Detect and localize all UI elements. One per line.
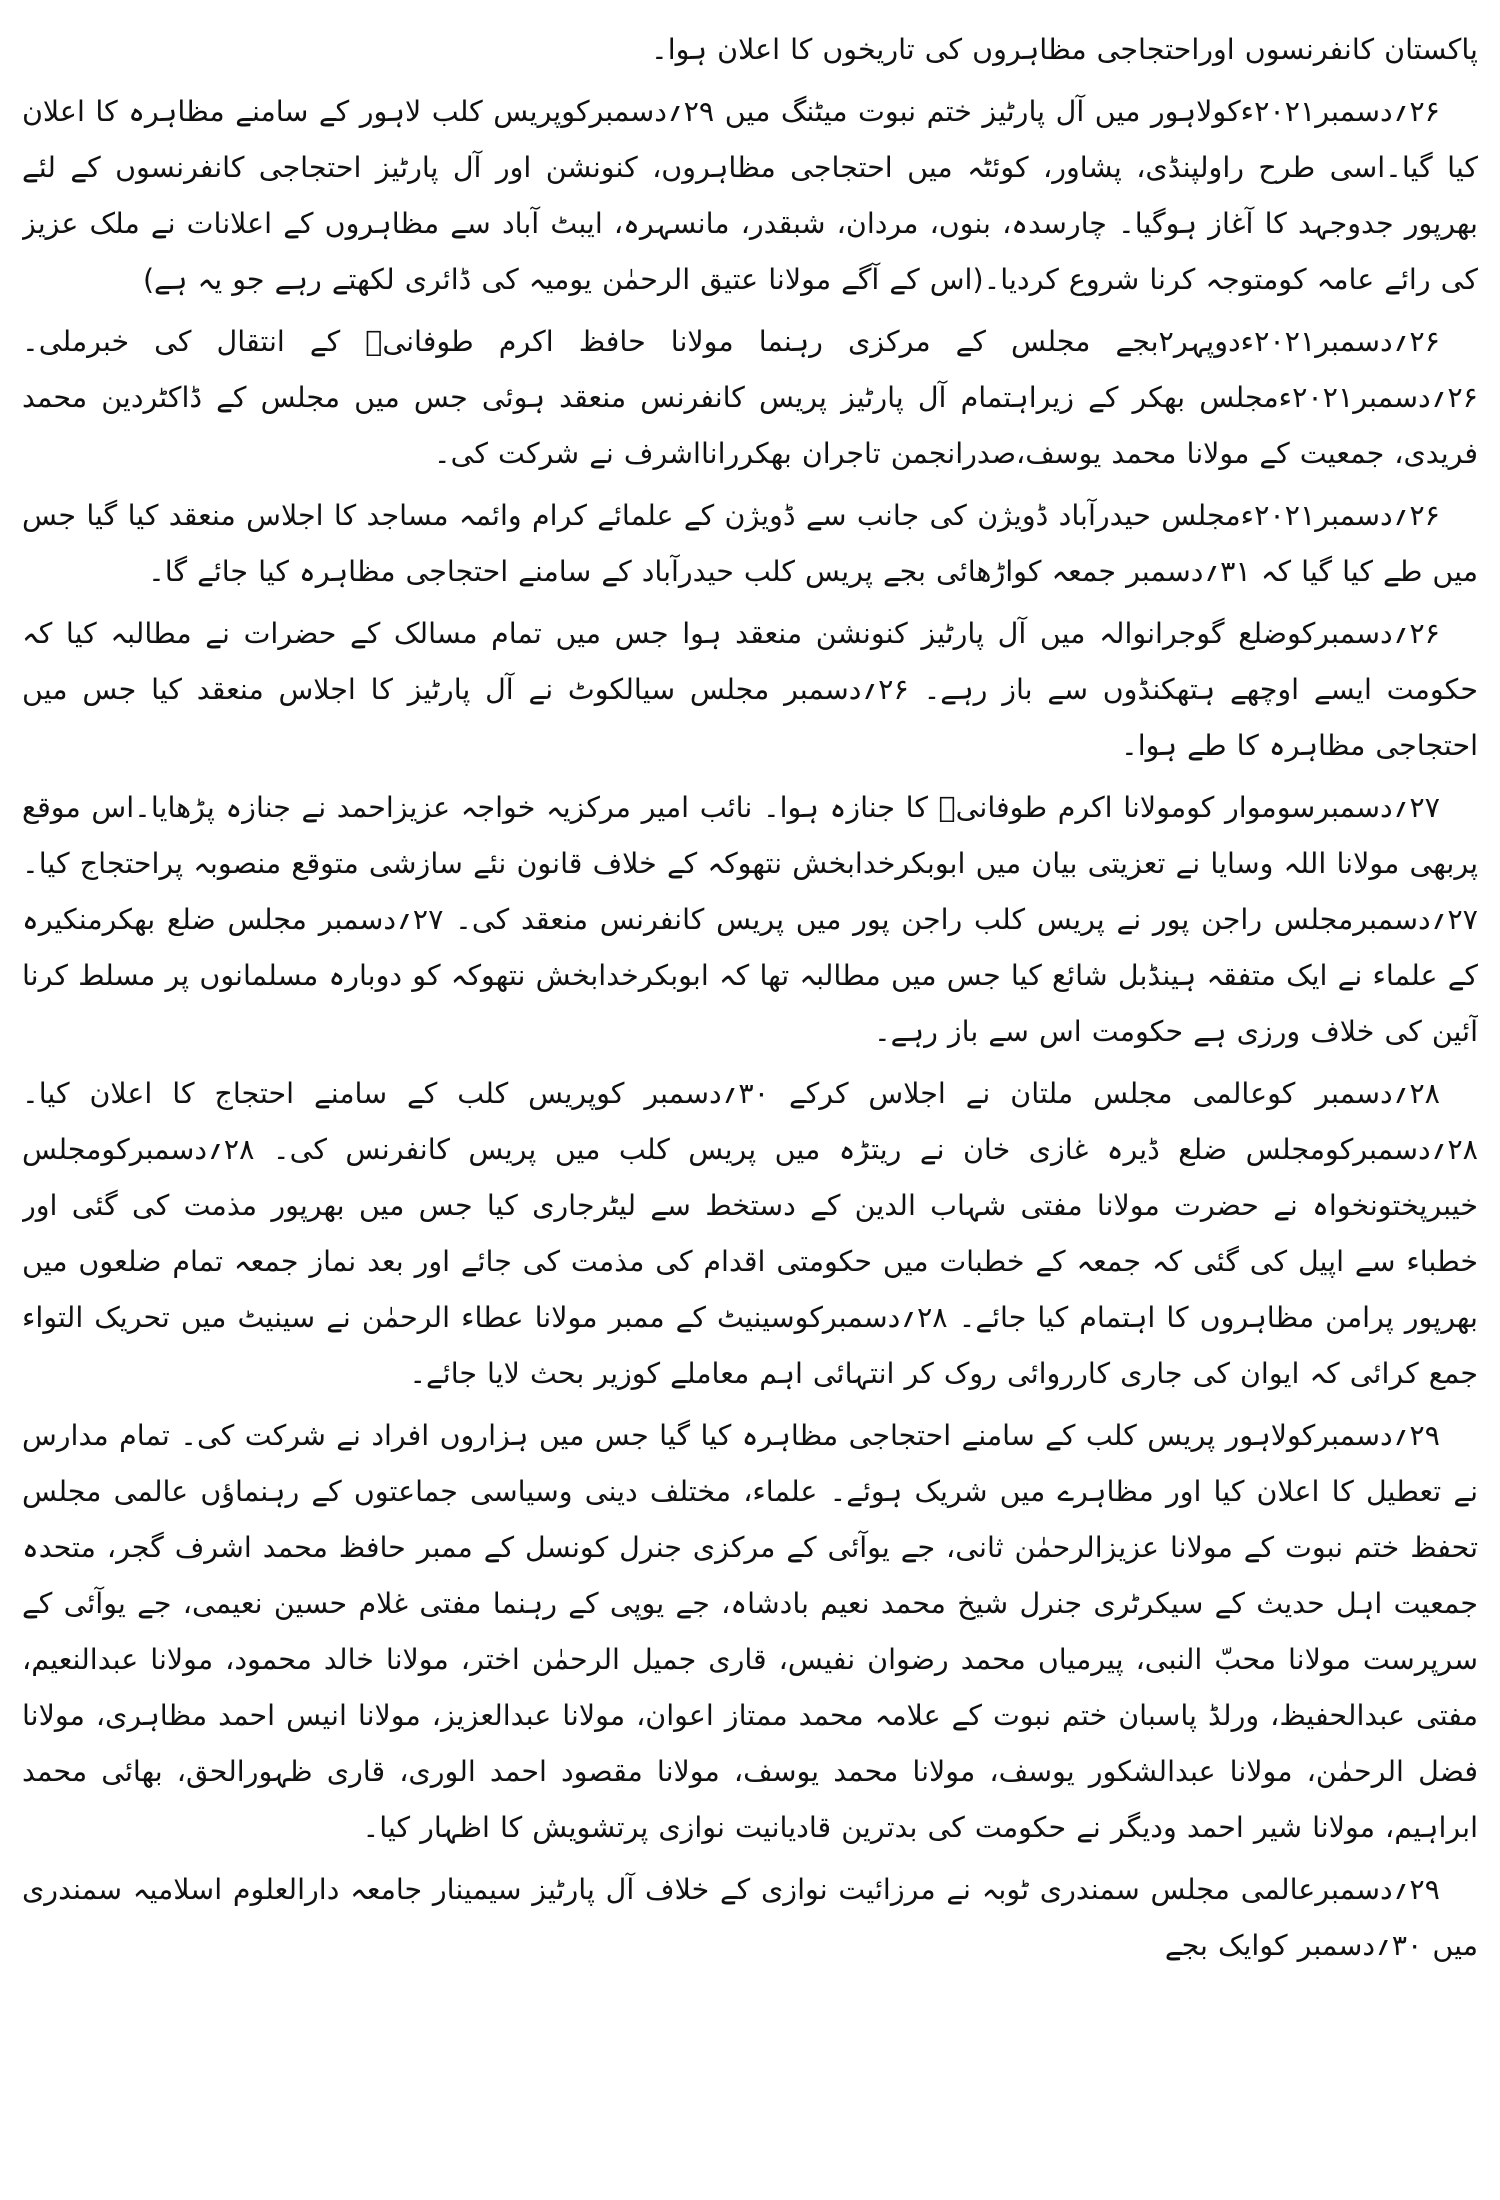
paragraph-8: ۲۹؍دسمبرکولاہور پریس کلب کے سامنے احتجاجی مظاہرہ کیا گیا جس میں ہزاروں افراد نے شرکت کی۔ تمام مدارس نے تعطیل کا اعلان کیا اور مظاہرے میں شریک ہوئے۔ علماء، مختلف دینی وسیاسی جماعتوں کے رہنماؤں عالمی مجلس تحفظ ختم نبوت کے مولانا عزیزالرحمٰن ثانی، جے یوآئی کے مرکزی جنرل کونسل کے ممبر حافظ محمد اشرف گجر، متحدہ جمعیت اہل حدیث کے سیکرٹری جنرل شیخ محمد نعیم بادشاہ، جے یوپی کے رہنما مفتی غلام حسین نعیمی، جے یوآئی کے سرپرست مولانا محبّ النبی، پیرمیاں محمد رضوان نفیس، قاری جمیل الرحمٰن اختر، مولانا خالد محمود، مولانا عبدالنعیم، مفتی عبدالحفیظ، ورلڈ پاسبان ختم نبوت کے علامہ محمد ممتاز اعوان، مولانا عبدالعزیز، مولانا انیس احمد مظاہری، مولانا فضل الرحمٰن، مولانا عبدالشکور یوسف، مولانا محمد یوسف، مولانا مقصود احمد الوری، قاری ظہورالحق، بھائی محمد ابراہیم، مولانا شیر احمد ودیگر نے حکومت کی بدترین قادیانیت نوازی پرتشویش کا اظہار کیا۔ <box>22 1419 1478 1844</box>
paragraph-9: ۲۹؍دسمبرعالمی مجلس سمندری ٹوبہ نے مرزائیت نوازی کے خلاف آل پارٹیز سیمینار جامعہ دارالعلوم اسلامیہ سمندری میں ۳۰؍دسمبر کوایک بجے <box>22 1873 1478 1962</box>
paragraph-2: ۲۶؍دسمبر۲۰۲۱ءکولاہور میں آل پارٹیز ختم نبوت میٹنگ میں ۲۹؍دسمبرکوپریس کلب لاہور کے سامنے مظاہرہ کا اعلان کیا گیا۔اسی طرح راولپنڈی، پشاور، کوئٹہ میں احتجاجی مظاہروں، کنونشن اور آل پارٹیز احتجاجی کانفرنسوں کے لئے بھرپور جدوجہد کا آغاز ہوگیا۔ چارسدہ، بنوں، مردان، شبقدر، مانسہرہ، ایبٹ آباد سے مظاہروں کے اعلانات نے ملک عزیز کی رائے عامہ کومتوجہ کرنا شروع کردیا۔(اس کے آگے مولانا عتیق الرحمٰن یومیہ کی ڈائری لکھتے رہے جو یہ ہے) <box>22 95 1478 296</box>
paragraph-6: ۲۷؍دسمبرسوموار کومولانا اکرم طوفانیؒ کا جنازہ ہوا۔ نائب امیر مرکزیہ خواجہ عزیزاحمد نے جنازہ پڑھایا۔اس موقع پربھی مولانا اللہ وسایا نے تعزیتی بیان میں ابوبکرخدابخش نتھوکہ کے خلاف قانون نئے سازشی متوقع منصوبہ پراحتجاج کیا۔ ۲۷؍دسمبرمجلس راجن پور نے پریس کلب راجن پور میں پریس کانفرنس منعقد کی۔ ۲۷؍دسمبر مجلس ضلع بھکرمنکیرہ کے علماء نے ایک متفقہ ہینڈبل شائع کیا جس میں مطالبہ تھا کہ ابوبکرخدابخش نتھوکہ کو دوبارہ مسلمانوں پر مسلط کرنا آئین کی خلاف ورزی ہے حکومت اس سے باز رہے۔ <box>22 791 1478 1048</box>
paragraph-3: ۲۶؍دسمبر۲۰۲۱ءدوپہر۲بجے مجلس کے مرکزی رہنما مولانا حافظ اکرم طوفانیؒ کے انتقال کی خبرملی۔ ۲۶؍دسمبر۲۰۲۱ءمجلس بھکر کے زیراہتمام آل پارٹیز پریس کانفرنس منعقد ہوئی جس میں مجلس کے ڈاکٹردین محمد فریدی، جمعیت کے مولانا محمد یوسف،صدرانجمن تاجران بھکررانااشرف نے شرکت کی۔ <box>22 325 1478 470</box>
paragraph-1: پاکستان کانفرنسوں اوراحتجاجی مظاہروں کی تاریخوں کا اعلان ہوا۔ <box>651 33 1478 66</box>
paragraph-5: ۲۶؍دسمبرکوضلع گوجرانوالہ میں آل پارٹیز کنونشن منعقد ہوا جس میں تمام مسالک کے حضرات نے مطالبہ کیا کہ حکومت ایسے اوچھے ہتھکنڈوں سے باز رہے۔ ۲۶؍دسمبر مجلس سیالکوٹ نے آل پارٹیز کا اجلاس منعقد کیا جس میں احتجاجی مظاہرہ کا طے ہوا۔ <box>22 617 1478 762</box>
document-page <box>22 22 1478 2182</box>
paragraph-7: ۲۸؍دسمبر کوعالمی مجلس ملتان نے اجلاس کرکے ۳۰؍دسمبر کوپریس کلب کے سامنے احتجاج کا اعلان کیا۔ ۲۸؍دسمبرکومجلس ضلع ڈیرہ غازی خان نے ریتڑہ میں پریس کلب میں پریس کانفرنس کی۔ ۲۸؍دسمبرکومجلس خیبرپختونخواہ نے حضرت مولانا مفتی شہاب الدین کے دستخط سے لیٹرجاری کیا جس میں بھرپور مذمت کی گئی اور خطباء سے اپیل کی گئی کہ جمعہ کے خطبات میں حکومتی اقدام کی مذمت کی جائے اور بعد نماز جمعہ تمام ضلعوں میں بھرپور پرامن مظاہروں کا اہتمام کیا جائے۔ ۲۸؍دسمبرکوسینیٹ کے ممبر مولانا عطاء الرحمٰن نے سینیٹ میں تحریک التواء جمع کرائی کہ ایوان کی جاری کارروائی روک کر انتہائی اہم معاملے کوزیر بحث لایا جائے۔ <box>22 1077 1478 1390</box>
paragraph-4: ۲۶؍دسمبر۲۰۲۱ءمجلس حیدرآباد ڈویژن کی جانب سے ڈویژن کے علمائے کرام وائمہ مساجد کا اجلاس منعقد کیا گیا جس میں طے کیا گیا کہ ۳۱؍دسمبر جمعہ کواڑھائی بجے پریس کلب حیدرآباد کے سامنے احتجاجی مظاہرہ کیا جائے گا۔ <box>22 499 1478 588</box>
